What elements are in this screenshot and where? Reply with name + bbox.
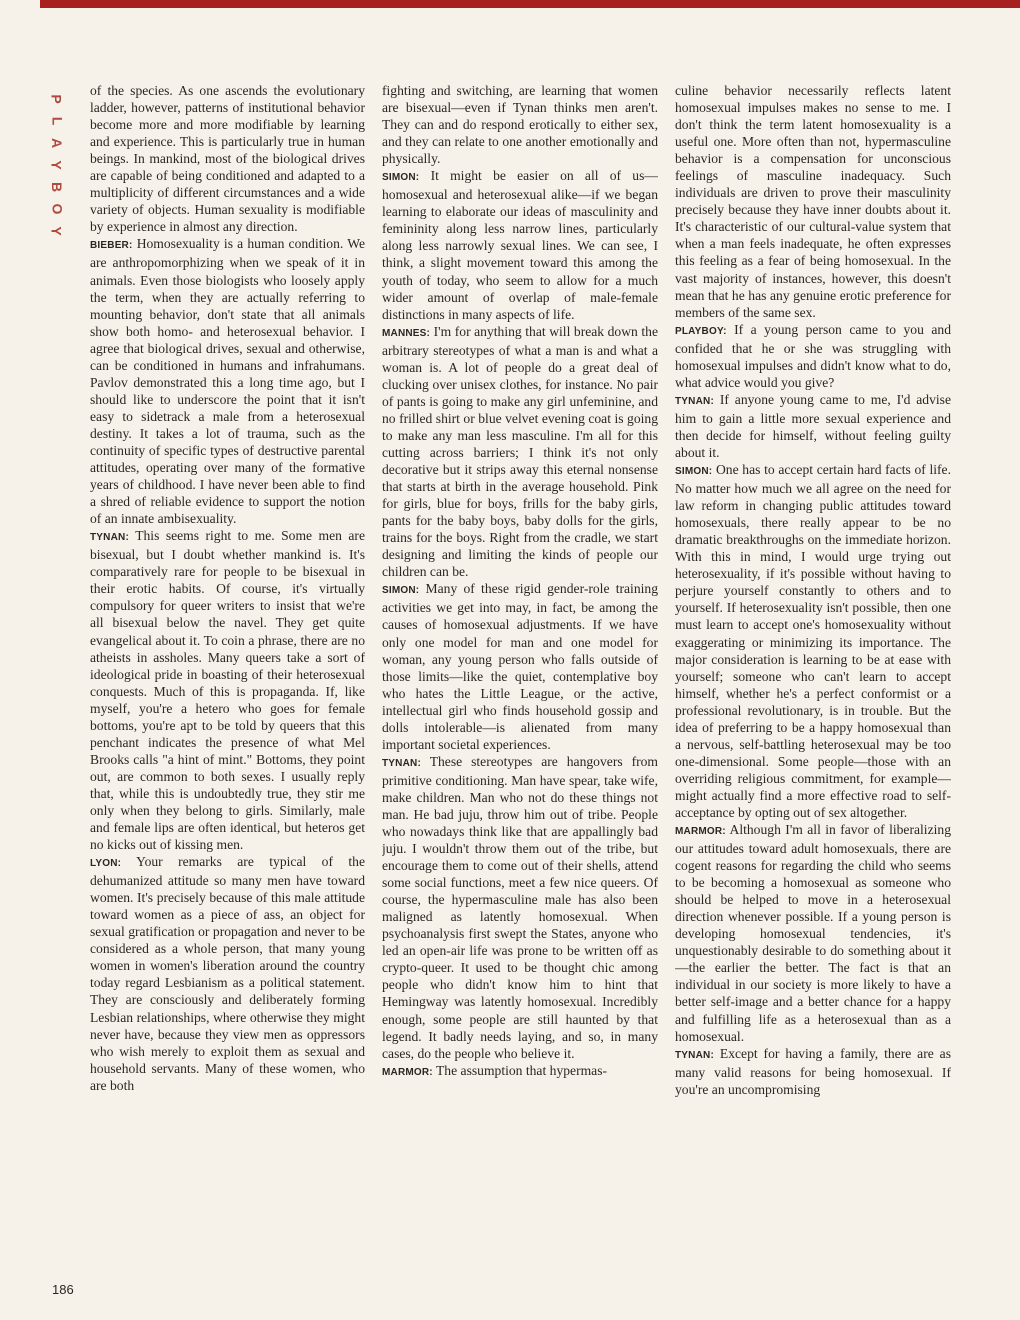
title-letter: L	[49, 116, 65, 126]
speaker-label: SIMON:	[675, 466, 713, 478]
interview-paragraph	[382, 1062, 658, 1081]
paragraph-text: This seems right to me. Some men are bisexual, but I doubt whether mankind is. It's comparatively rare for people to be bisexual in their erotic habits. Of course, it's virtually compulsory for queer writers to insist that we're all bisexual below the navel. They get quite evangelical about it. To coin a phrase, there are no atheists in assholes. Many queers take a sort of ideological pride in boasting of their heterosexual conquests. Much of this is propaganda. If, like myself, you're a hetero who goes for female bottoms, you're apt to be told by queers that this penchant indicates the presence of what Mel Brooks calls "a hint of mint." Bottoms, they point out, are common to both sexes. I usually reply that, while this is undoubtedly true, they stir me only when they belong to girls. Similarly, male and female lips are often identical, but heteros get no kicks out of kissing men.	[90, 528, 365, 853]
page-number: 186	[52, 1282, 74, 1297]
speaker-label: BIEBER:	[90, 240, 133, 252]
speaker-label: SIMON:	[382, 172, 420, 184]
top-red-rule	[40, 0, 1020, 8]
interview-paragraph	[90, 82, 365, 235]
text-column-1	[90, 82, 365, 1312]
paragraph-text: I'm for anything that will break down the arbitrary stereotypes of what a man is and what a woman is. A lot of people do a great deal of clucking over unisex clothes, for instance. No pair of pants is going to make any girl unfeminine, and no frilled shirt or blue velvet evening coat is going to make any man less masculine. I'm all for this cutting across barriers; I think it's not only decorative but it strips away this eternal nonsense that starts at birth in the average household. Pink for girls, blue for boys, frills for the baby girls, pants for the baby boys, baby dolls for the girls, trains for the boys. Right from the cradle, we start designing and limiting the kinds of people our children can be.	[382, 323, 658, 580]
magazine-title-vertical	[44, 88, 70, 242]
text-column-3	[675, 82, 951, 1316]
paragraph-text: Except for having a family, there are as many valid reasons for being homosexual. If you're an uncompromising	[675, 1045, 951, 1097]
interview-paragraph	[382, 323, 658, 581]
interview-paragraph	[675, 391, 951, 461]
title-letter: Y	[49, 160, 65, 170]
speaker-label: MANNES:	[382, 327, 431, 339]
interview-paragraph	[382, 82, 658, 167]
speaker-label: SIMON:	[382, 585, 420, 597]
paragraph-text: The assumption that hypermas-	[436, 1062, 608, 1078]
speaker-label: TYNAN:	[382, 757, 421, 769]
paragraph-text: One has to accept certain hard facts of life. No matter how much we all agree on the need for law reform in changing public attitudes toward homosexuals, there really appear to be no dramatic breakthroughs on the immediate horizon. With this in mind, I would urge trying out heterosexuality, if it's possible without having to perjure yourself constantly to others and to yourself. If heterosexuality isn't possible, then one must learn to accept one's homosexuality without exaggerating or minimizing its importance. The major consideration is learning to be at ease with yourself; someone who can't learn to accept himself, whether he's a perfect conformist or a professional revolutionary, is in trouble. But the idea of preferring to be a happy homosexual than a nervous, self-battling heterosexual may be too one-dimensional. Some people—those with an overriding religious commitment, for example—might actually find a more effective road to self-acceptance by opting out of sex altogether.	[675, 462, 951, 820]
interview-paragraph	[675, 82, 951, 321]
paragraph-text: of the species. As one ascends the evolutionary ladder, however, patterns of institutional behavior become more and more modifiable by learning and experience. This is particularly true in human beings. In mankind, most of the biological drives are capable of being conditioned and adapted to a multiplicity of different circumstances and a wide variety of objects. Human sexuality is modifiable by experience in almost any direction.	[90, 83, 365, 235]
paragraph-text: Although I'm all in favor of liberalizing our attitudes toward adult homosexuals, there are cogent reasons for regarding the child who seems to be becoming a homosexual as someone who should be helped to move in a heterosexual direction whenever possible. If a young person is developing homosexual tendencies, it's unquestionably desirable to do something about it—the earlier the better. The fact is that an individual in our society is more likely to have a better self-image and a better chance for a happy and fulfilling life as a heterosexual than as a homosexual.	[675, 822, 951, 1044]
title-letter: Y	[49, 226, 65, 236]
paragraph-text: It might be easier on all of us—homosexual and heterosexual alike—if we began learning to elaborate our ideas of masculinity and femininity along less narrow lines, particularly along less narrowly sexual lines. We can see, I think, a slight movement toward this among the youth of today, who seem to allow for a much wider amount of overlap of male-female distinctions in many aspects of life.	[382, 168, 658, 322]
paragraph-text: culine behavior necessarily reflects latent homosexual impulses makes no sense to me. I don't think the term latent homosexuality is a useful one. More often than not, hypermasculine behavior is a compensation for unconscious feelings of masculine inadequacy. Such individuals are driven to prove their masculinity precisely because they have inner doubts about it. It's characteristic of our cultural-value system that when a man feels inadequate, he often expresses this feeling as a fear of being homosexual. In the vast majority of instances, however, this doesn't mean that he has any genuine erotic preference for members of the same sex.	[675, 83, 951, 320]
interview-paragraph	[382, 167, 658, 322]
interview-paragraph	[90, 853, 365, 1094]
speaker-label: LYON:	[90, 858, 122, 870]
paragraph-text: If anyone young came to me, I'd advise him to gain a little more sexual experience and then decide for himself, without feeling guilty about it.	[675, 391, 951, 460]
interview-paragraph	[675, 1045, 951, 1098]
interview-paragraph	[382, 753, 658, 1062]
paragraph-text: Homosexuality is a human condition. We are anthropomorphizing when we speak of it in animals. Even those biologists who loosely apply the term, when they are actually referring to mounting behavior, don't state that all animals show both homo- and heterosexual behavior. I agree that biological drives, sexual and otherwise, can be conditioned in humans and infrahumans. Pavlov demonstrated this a long time ago, but I should like to underscore the point that it isn't easy to sidetrack a male from a heterosexual destiny. It takes a lot of trauma, such as the continuity of specific types of destructive parental attitudes, operating over many of the formative years of childhood. I have never been able to find a shred of reliable evidence to support the notion of an innate ambisexuality.	[90, 236, 365, 527]
paragraph-text: If a young person came to you and confided that he or she was struggling with homosexual impulses and didn't know what to do, what advice would you give?	[675, 321, 951, 390]
interview-paragraph	[90, 235, 365, 527]
paragraph-text: fighting and switching, are learning that women are bisexual—even if Tynan thinks men aren't. They can and do respond erotically to either sex, and they can relate to one another emotionally and physically.	[382, 83, 658, 167]
paragraph-text: Many of these rigid gender-role training activities we get into may, in fact, be among the causes of homosexual adjustments. If we have only one model for man and one model for woman, any young person who falls outside of those limits—like the quiet, contemplative boy who hates the Little League, or the active, intellectual girl who finds household gossip and dolls intolerable—is alienated from many important societal experiences.	[382, 581, 658, 752]
paragraph-text: Your remarks are typical of the dehumanized attitude so many men have toward women. It's precisely because of this male attitude toward women as a piece of ass, an object for sexual gratification or propagation and never to be considered as a whole person, that many young women in women's liberation around the country today regard Lesbianism as a political statement. They are consciously and deliberately forming Lesbian relationships, where otherwise they might never have, because they view men as oppressors who wish merely to exploit them as sexual and household servants. Many of these women, who are both	[90, 854, 365, 1093]
title-letter: P	[49, 94, 65, 104]
interview-paragraph	[675, 821, 951, 1045]
interview-paragraph	[675, 321, 951, 391]
title-letter: O	[48, 203, 65, 215]
speaker-label: TYNAN:	[675, 1049, 714, 1061]
paragraph-text: These stereotypes are hangovers from primitive conditioning. Man have spear, take wife, make children. Man who not do these things not man. He bad juju, throw him out of tribe. People who nowadays think like that are appallingly bad juju. I wouldn't throw them out of the tribe, but encourage them to come out of their shells, attend some social functions, meet a few nice queers. Of course, the hypermasculine male has also been maligned as latently homosexual. When psychoanalysis first swept the States, anyone who led an open-air life was prone to be written off as crypto-queer. It used to be thought chic among people who didn't know him to hint that Hemingway was latently homosexual. Incredibly enough, some people are still haunted by that legend. It badly needs laying, and so, in many cases, do the people who believe it.	[382, 753, 658, 1061]
interview-paragraph	[90, 527, 365, 853]
speaker-label: MARMOR:	[675, 826, 726, 838]
speaker-label: MARMOR:	[382, 1066, 433, 1078]
speaker-label: PLAYBOY:	[675, 325, 727, 337]
title-letter: B	[49, 181, 65, 193]
speaker-label: TYNAN:	[90, 532, 129, 544]
title-letter: A	[49, 137, 65, 149]
interview-paragraph	[382, 580, 658, 752]
speaker-label: TYNAN:	[675, 395, 714, 407]
interview-paragraph	[675, 461, 951, 821]
text-column-2	[382, 82, 658, 1316]
